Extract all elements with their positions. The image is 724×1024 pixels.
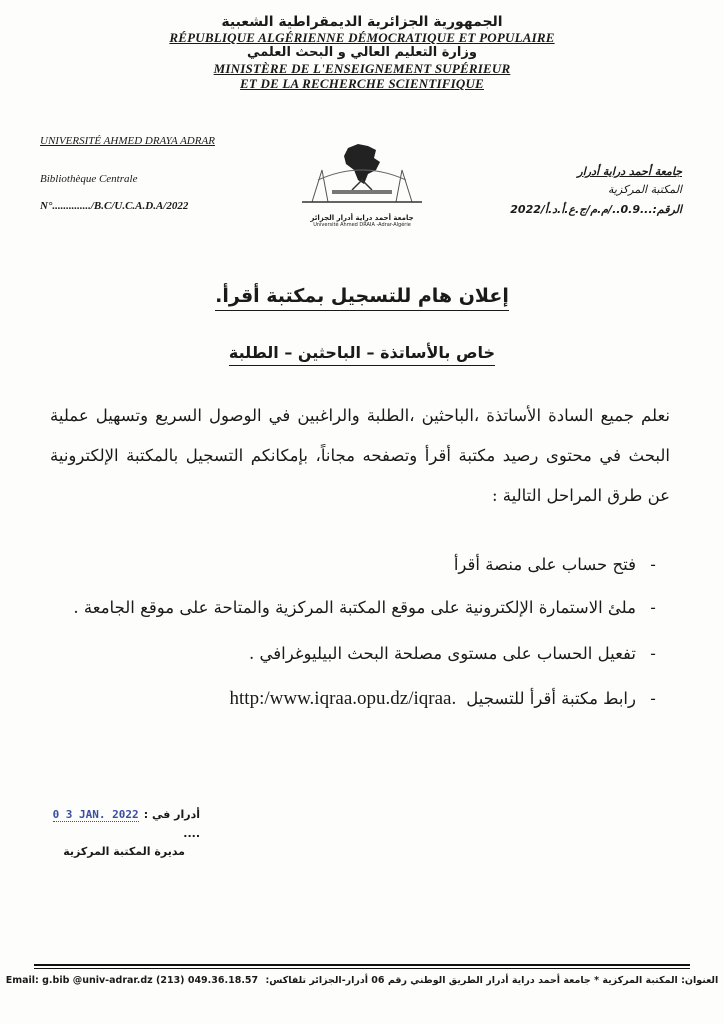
footer [0,975,724,986]
left-library: Bibliothèque Centrale [40,173,138,185]
announcement-title [0,285,724,307]
header-ministry-fr-line2: ET DE LA RECHERCHE SCIENTIFIQUE [240,76,484,91]
header-ministry-ar: وزارة التعليم العالي و البحث العلمي [247,45,477,60]
header-republic-ar: الجمهورية الجزائرية الديمقراطية الشعبية [221,14,503,30]
footer-address: العنوان: المكتبة المركزية * جامعة أحمد دراية أدرار الطريق الوطني رقم 06 أدرار-الجزائر تلفاكس: [265,975,719,986]
signatory: مديرة المكتبة المركزية [63,845,185,858]
announcement-title-text: إعلان هام للتسجيل بمكتبة أقرأ. [215,285,509,311]
header-ministry-fr-line1: MINISTÈRE DE L'ENSEIGNEMENT SUPÉRIEUR [213,61,511,76]
bullet-dash: - [650,555,656,574]
header-republic-fr: RÉPUBLIQUE ALGÉRIENNE DÉMOCRATIQUE ET POPULAIRE [169,30,555,45]
bullet-dash: - [650,598,656,617]
footer-divider-thin [34,968,690,969]
step-text: رابط مكتبة أقرأ للتسجيل [466,689,636,708]
list-item [70,555,670,574]
right-reference: الرقم:...0.9../م.م/ج.ع.أ.د.أ/2022 [510,203,682,216]
logo-emblem-icon [292,140,432,210]
step-text: فتح حساب على منصة أقرأ [453,555,636,574]
footer-contact: Email: g.bib @univ-adrar.dz (213) 049.36.18.57 [5,975,259,986]
bullet-dash: - [650,644,656,663]
announcement-subtitle-text: خاص بالأساتذة – الباحثين – الطلبة [229,343,495,366]
list-item [70,644,670,663]
iqraa-link[interactable]: http:/www.iqraa.opu.dz/iqraa. [229,688,457,709]
announcement-paragraph-text: نعلم جميع السادة الأساتذة ،الباحثين ،الطلبة والراغبين في الوصول السريع وتسهيل عملية البحث في محتوى رصيد مكتبة أقرأ وتصفحه مجاناً، بإمكانكم التسجيل بالمكتبة الإلكترونية عن طرق المراحل التالية : [50,406,670,505]
list-item [70,598,670,617]
right-university: جامعة أحمد دراية أدرار [577,165,682,178]
right-library: المكتبة المركزية [608,183,682,196]
logo-name-ar: جامعة أحمد دراية أدرار الجزائر [310,214,414,222]
announcement-paragraph [50,396,670,516]
university-logo [292,140,432,230]
place-date [40,803,200,841]
date-stamp: 0 3 JAN. 2022 [52,808,139,821]
place-date-label: أدرار في : .... [143,808,200,840]
list-item [70,688,670,710]
step-text: تفعيل الحساب على مستوى مصلحة البحث البيليوغرافي . [249,644,636,663]
footer-divider [34,964,690,966]
bullet-dash: - [650,689,656,708]
announcement-subtitle [0,343,724,362]
logo-name-fr: Université Ahmed DRAIA -Adrar-Algérie [313,222,411,228]
left-reference: N°............../B.C/U.C.A.D.A/2022 [40,200,189,212]
left-university: UNIVERSITÉ AHMED DRAYA ADRAR [40,135,215,147]
step-text: ملئ الاستمارة الإلكترونية على موقع المكتبة المركزية والمتاحة على موقع الجامعة . [73,598,636,617]
